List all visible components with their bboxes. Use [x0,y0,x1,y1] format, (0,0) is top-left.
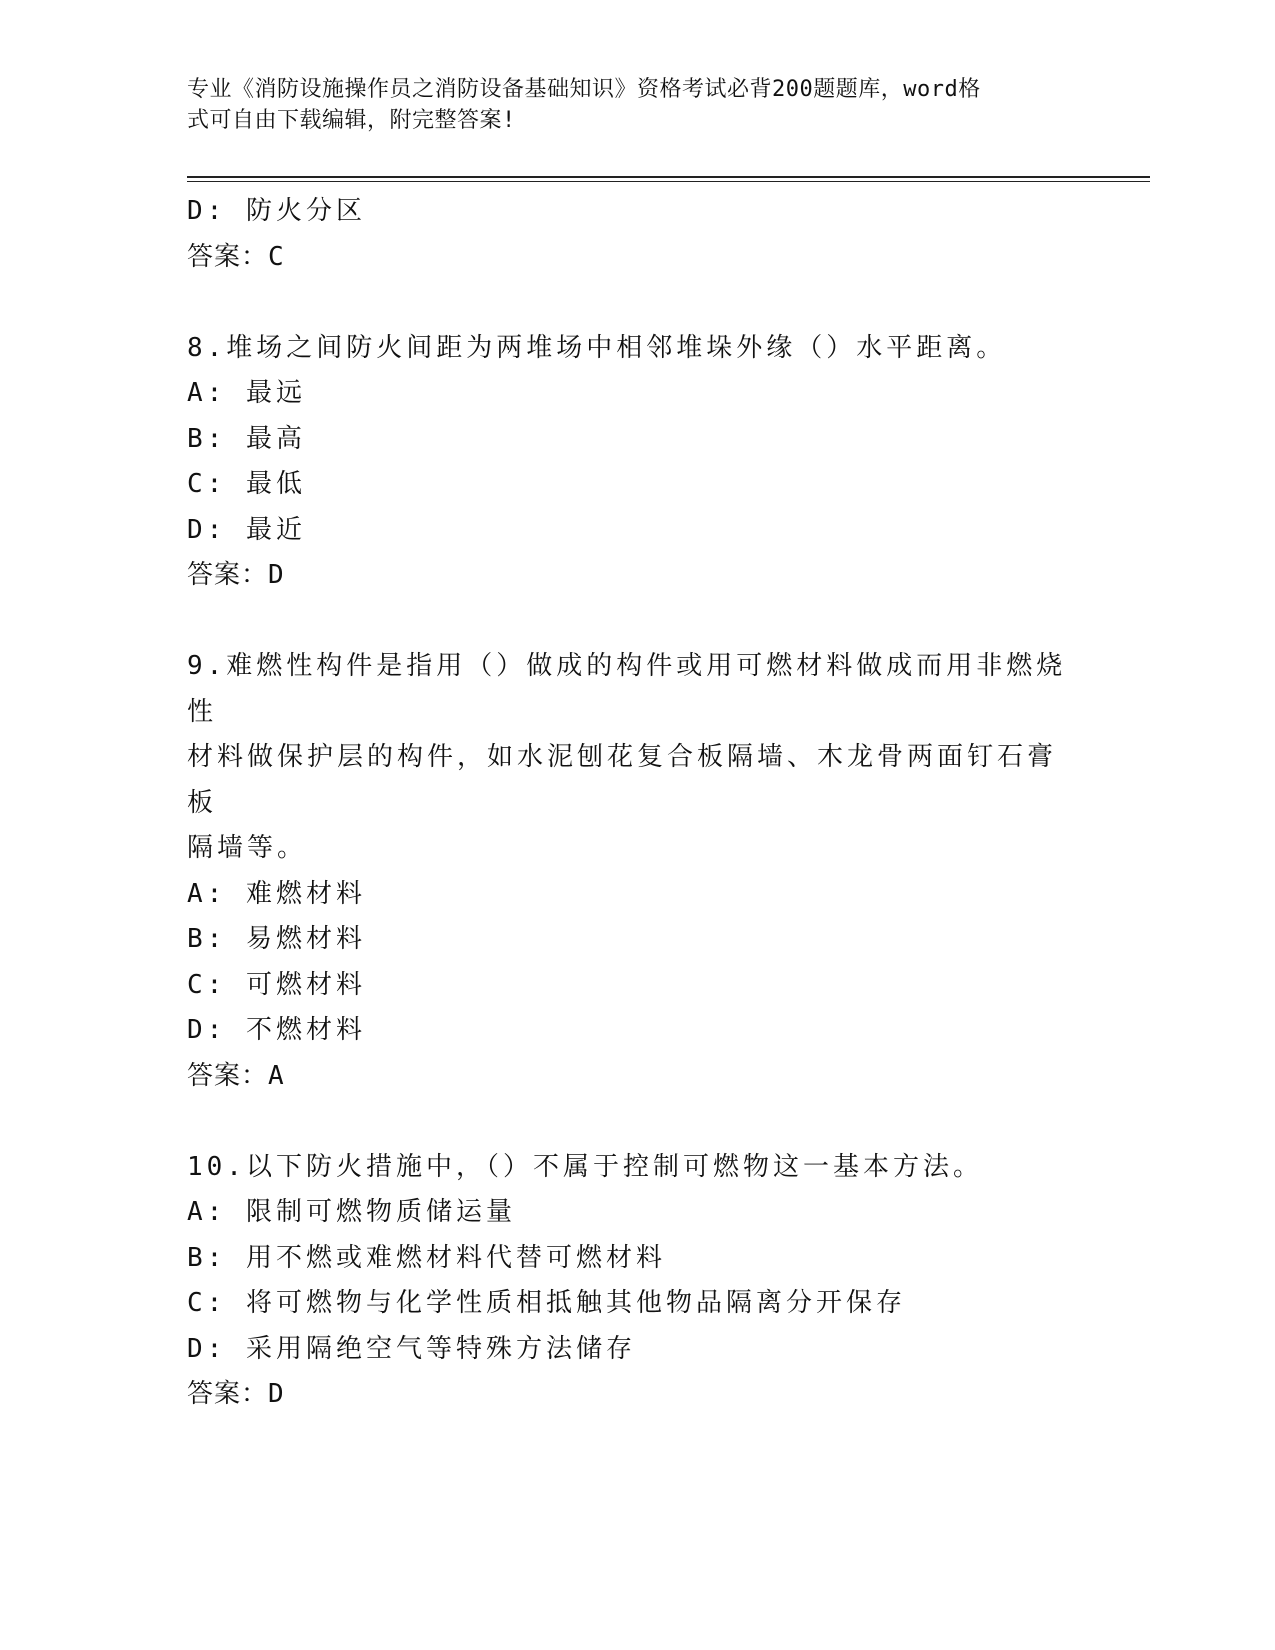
spacer [187,1099,1067,1145]
option-b: B: 易燃材料 [187,924,366,954]
document-header [187,74,1067,136]
option-a: A: 限制可燃物质储运量 [187,1197,516,1227]
option-c: C: 将可燃物与化学性质相抵触其他物品隔离分开保存 [187,1288,906,1318]
answer-line: 答案：D [187,1379,285,1409]
question-9 [187,644,1067,1099]
option-a: A: 最远 [187,378,306,408]
previous-question-tail [187,189,1067,280]
option-d: D: 采用隔绝空气等特殊方法储存 [187,1333,636,1364]
option-b: B: 用不燃或难燃材料代替可燃材料 [187,1242,666,1273]
answer-line: 答案：A [187,1060,285,1091]
question-text-line: 10.以下防火措施中，（）不属于控制可燃物这一基本方法。 [187,1151,983,1182]
option-d: D: 防火分区 [187,196,366,226]
header-line-2: 式可自由下载编辑，附完整答案! [187,108,516,133]
header-rule-thin [187,181,1150,182]
spacer [187,280,1067,326]
question-10 [187,1145,1067,1418]
question-text-line: 8.堆场之间防火间距为两堆场中相邻堆垛外缘（）水平距离。 [187,332,1007,363]
question-8 [187,326,1067,599]
question-text-line: 材料做保护层的构件，如水泥刨花复合板隔墙、木龙骨两面钉石膏板 [187,742,1058,818]
answer-line: 答案：C [187,241,285,272]
option-d: D: 不燃材料 [187,1015,366,1045]
header-rule-thick [187,176,1150,178]
question-list [187,189,1067,1418]
option-a: A: 难燃材料 [187,878,366,909]
question-text-line: 9.难燃性构件是指用（）做成的构件或用可燃材料做成而用非燃烧性 [187,651,1067,727]
answer-line: 答案：D [187,560,285,590]
header-line-1: 专业《消防设施操作员之消防设备基础知识》资格考试必背200题题库，word格 [187,77,981,102]
option-d: D: 最近 [187,514,306,545]
option-c: C: 最低 [187,469,306,499]
spacer [187,599,1067,645]
option-c: C: 可燃材料 [187,969,366,1000]
option-b: B: 最高 [187,423,306,454]
question-text-line: 隔墙等。 [187,833,308,863]
